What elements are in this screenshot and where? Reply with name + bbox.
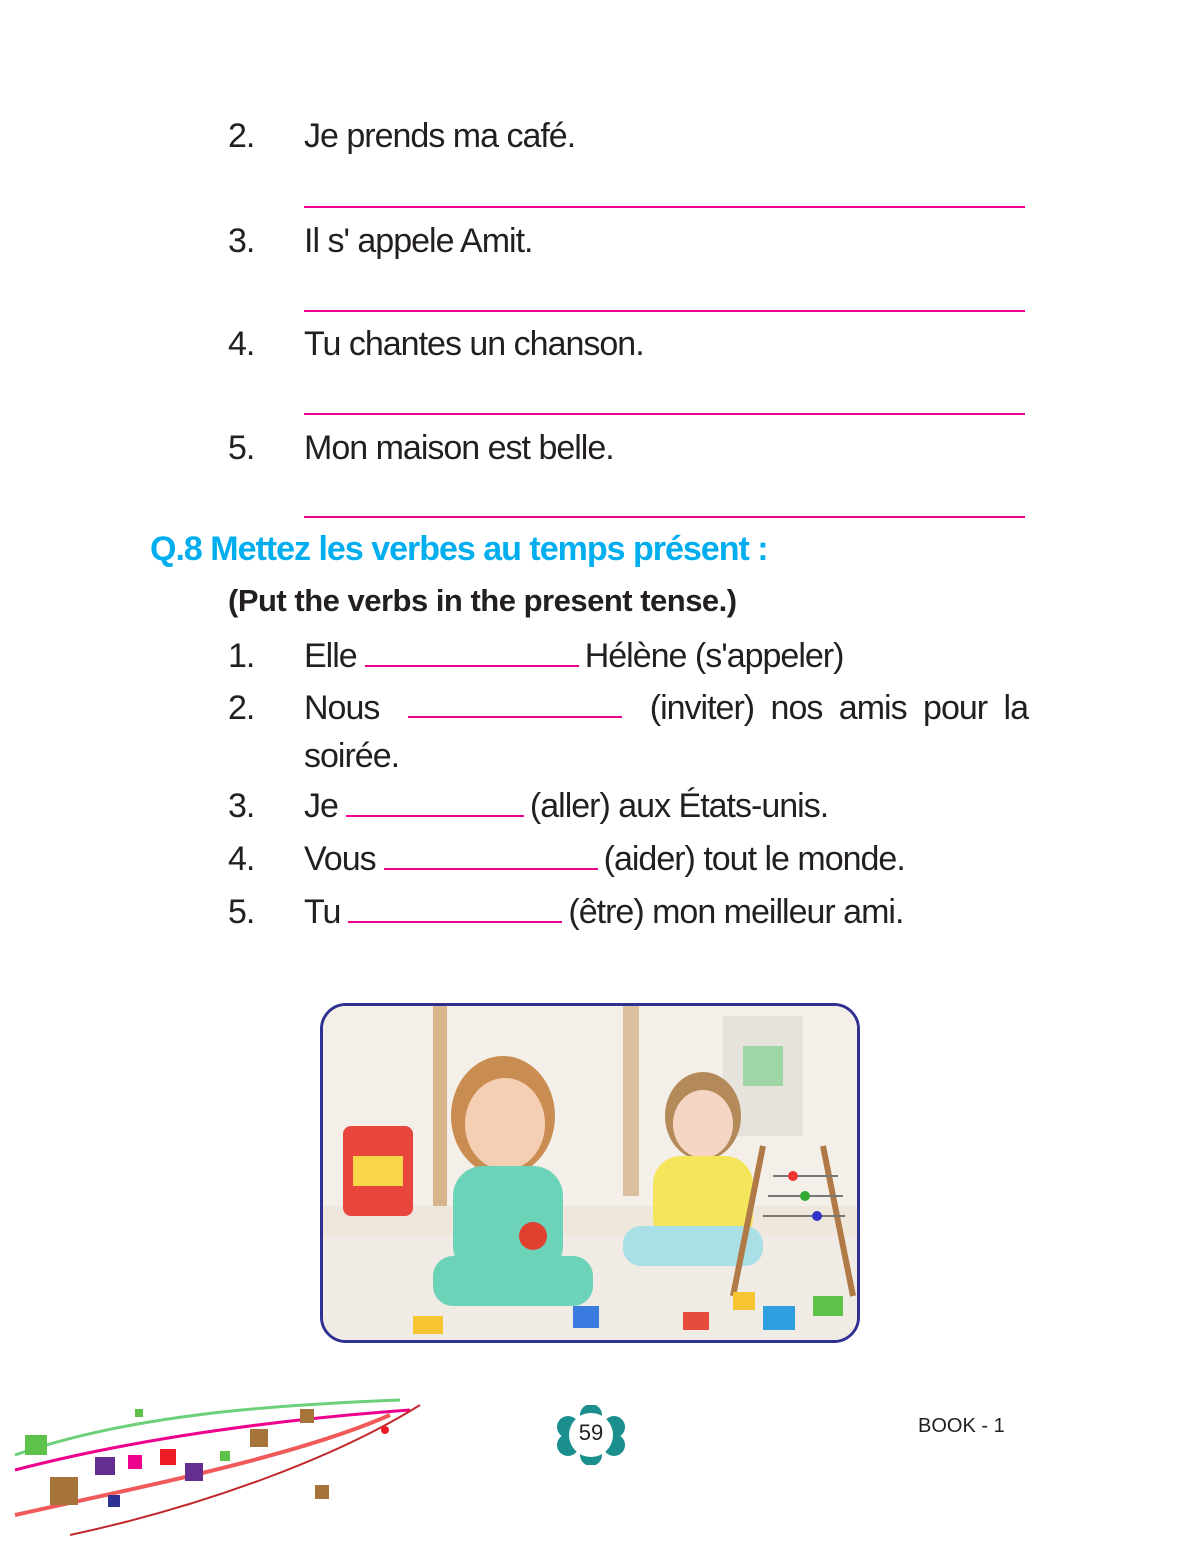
fill-blank[interactable] <box>384 840 598 870</box>
item-before: Tu <box>304 893 341 931</box>
item-continuation: soirée. <box>304 737 400 775</box>
answer-line[interactable] <box>304 413 1025 415</box>
children-playing-photo <box>320 1003 860 1343</box>
question-subtitle: (Put the verbs in the present tense.) <box>228 583 737 618</box>
item-number: 5. <box>228 429 255 467</box>
answer-line[interactable] <box>304 206 1025 208</box>
item-sentence <box>304 688 1028 728</box>
item-sentence: Je prends ma café. <box>304 117 576 155</box>
item-number: 3. <box>228 787 255 825</box>
page-number: 59 <box>578 1420 604 1445</box>
item-sentence: Il s' appele Amit. <box>304 222 533 260</box>
fill-blank[interactable] <box>408 688 622 718</box>
fill-blank[interactable] <box>346 787 524 817</box>
item-before: Vous <box>304 840 376 878</box>
item-number: 2. <box>228 689 255 727</box>
answer-line[interactable] <box>304 310 1025 312</box>
fill-blank[interactable] <box>365 637 579 667</box>
fill-blank[interactable] <box>348 893 562 923</box>
question-title: Q.8 Mettez les verbes au temps présent : <box>150 530 768 568</box>
item-after: (aider) tout le monde. <box>603 840 905 878</box>
item-number: 2. <box>228 117 255 155</box>
item-number: 1. <box>228 637 255 675</box>
item-before: Nous <box>304 689 380 727</box>
photo-illustration <box>323 1006 857 1340</box>
item-before: Elle <box>304 637 357 675</box>
book-label: BOOK - 1 <box>918 1415 1005 1437</box>
item-after: (aller) aux États-unis. <box>529 787 829 825</box>
item-sentence: Mon maison est belle. <box>304 429 614 467</box>
item-after: Hélène (s'appeler) <box>584 637 844 675</box>
item-number: 4. <box>228 325 255 363</box>
item-after: (être) mon meilleur ami. <box>568 893 904 931</box>
item-sentence <box>304 839 905 879</box>
answer-line[interactable] <box>304 516 1025 518</box>
item-number: 4. <box>228 840 255 878</box>
item-before: Je <box>304 787 338 825</box>
item-after: (inviter) nos amis pour la <box>649 689 1028 727</box>
item-number: 3. <box>228 222 255 260</box>
decorative-swoosh-art <box>10 1395 430 1545</box>
item-sentence <box>304 786 828 826</box>
item-sentence <box>304 636 843 676</box>
item-sentence <box>304 892 903 932</box>
item-sentence: Tu chantes un chanson. <box>304 325 644 363</box>
item-number: 5. <box>228 893 255 931</box>
